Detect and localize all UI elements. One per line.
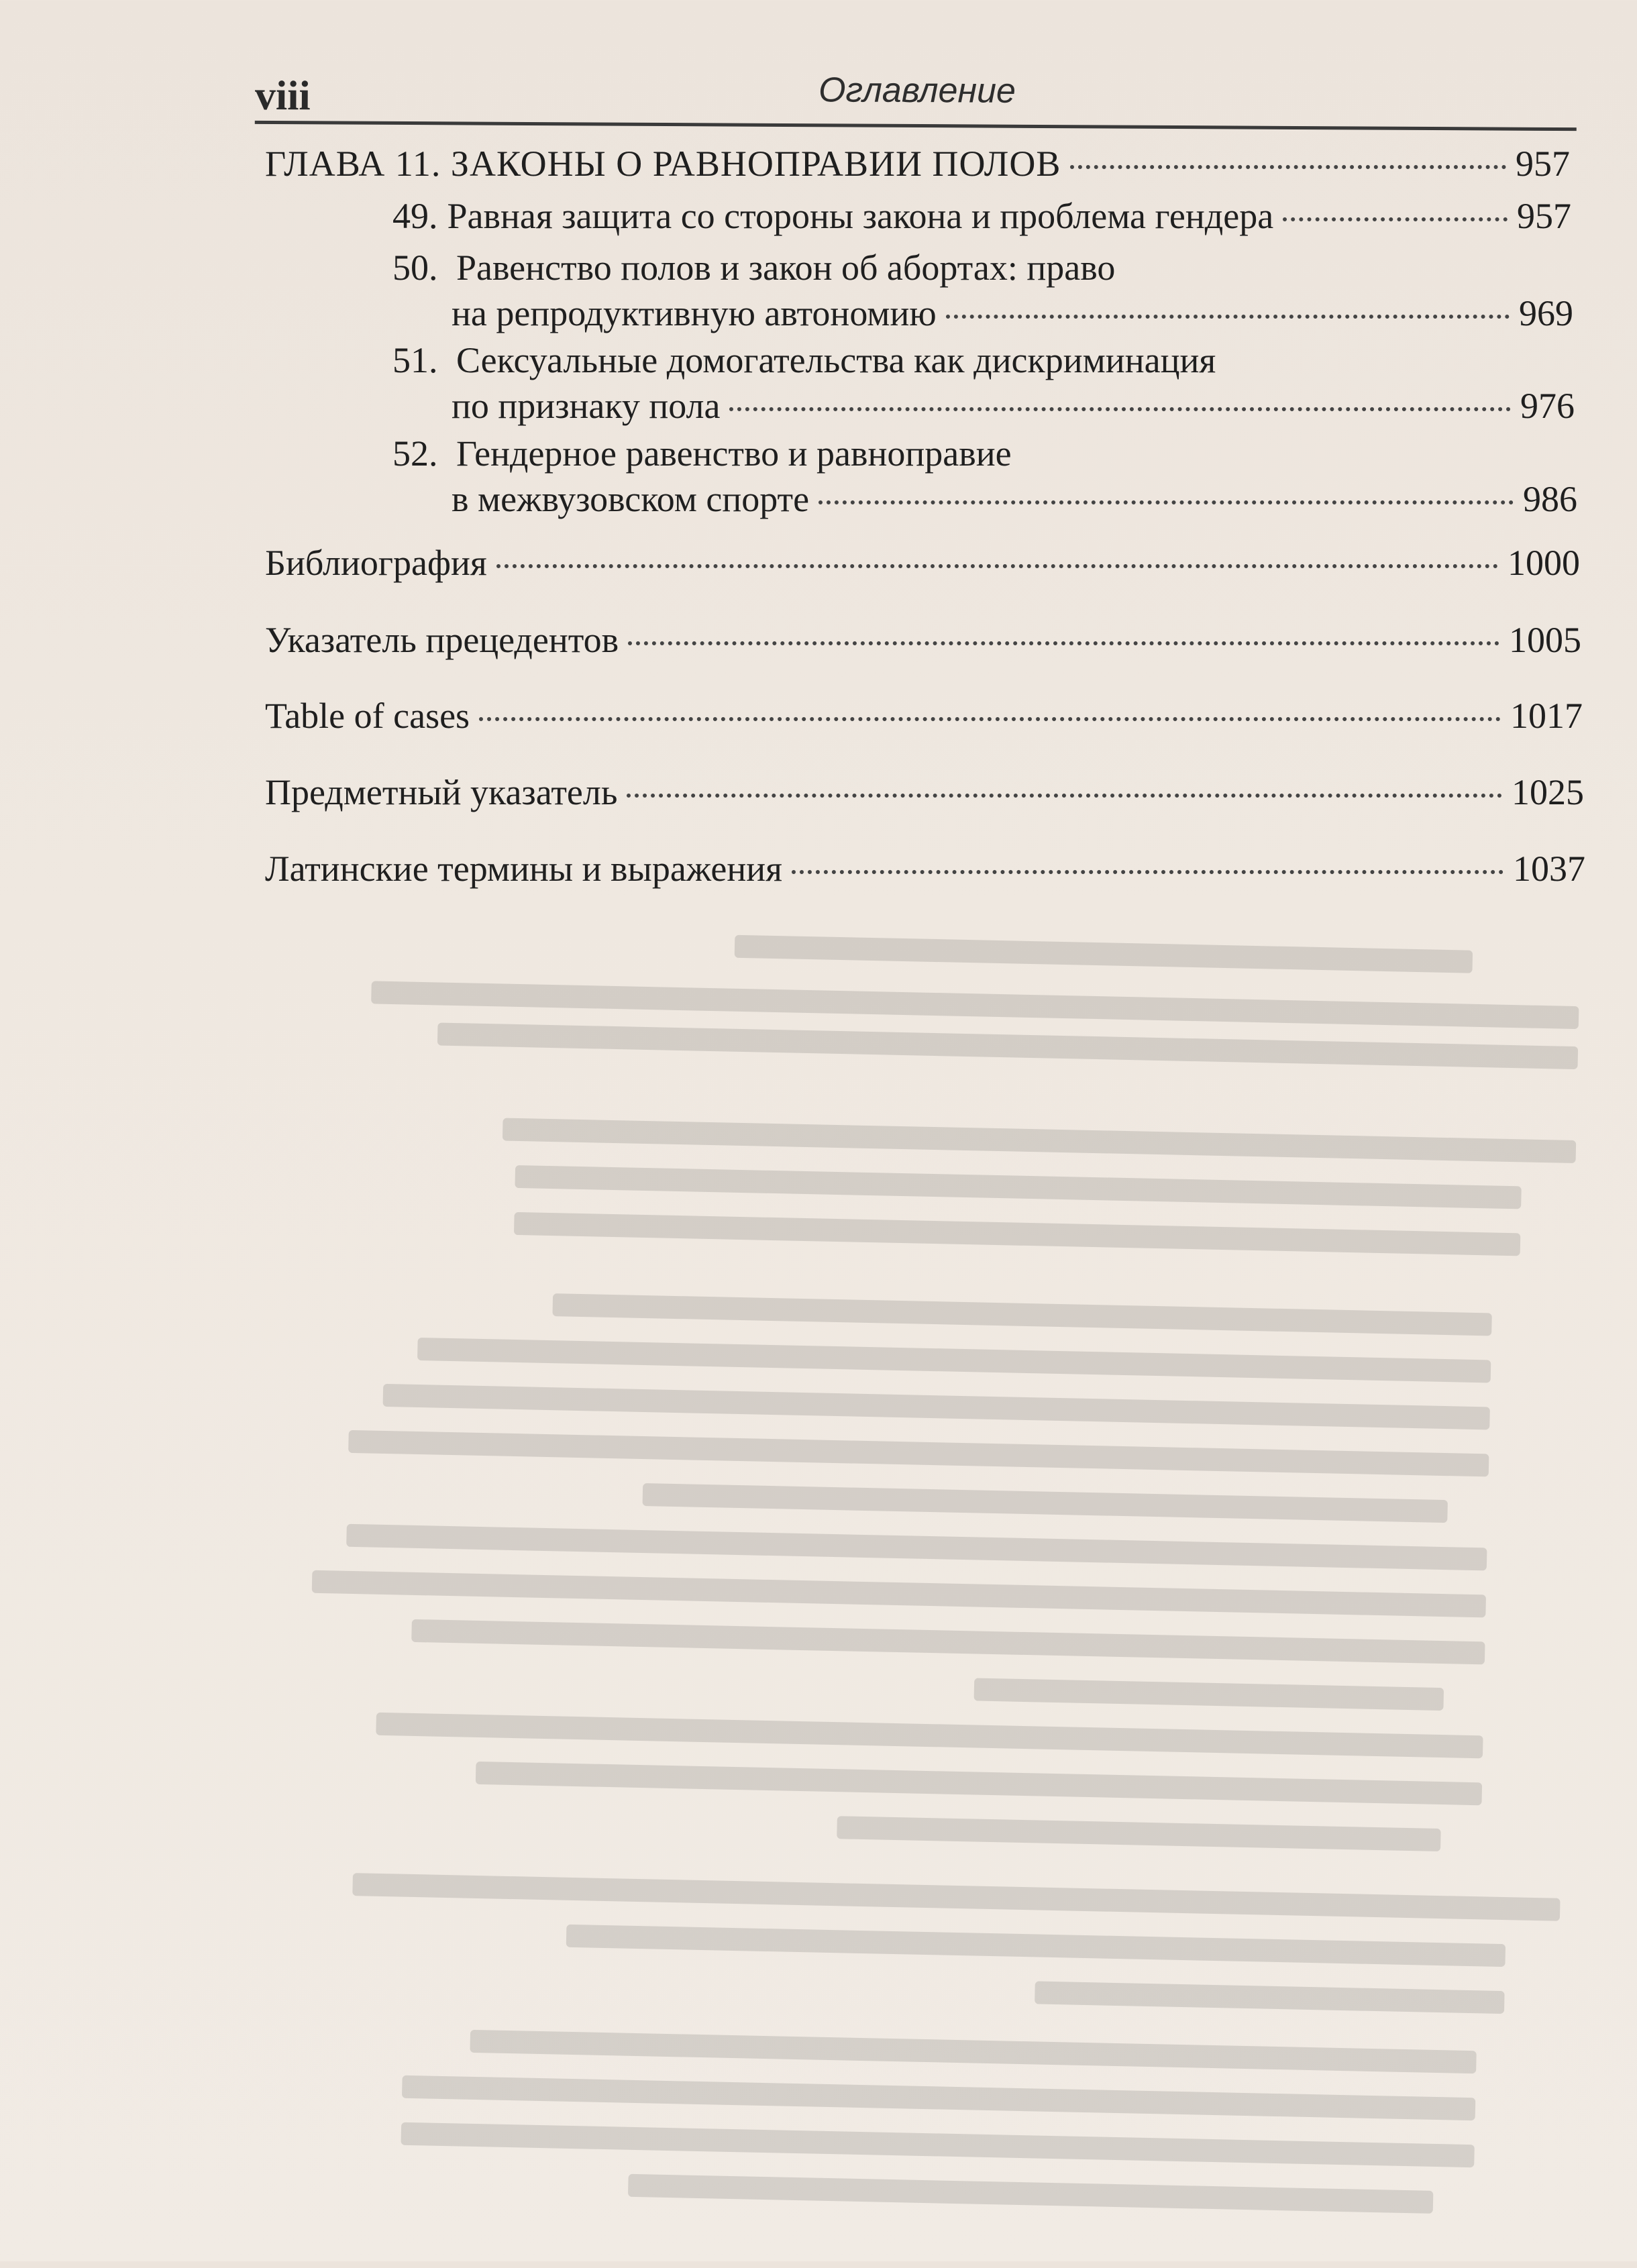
leader-dots xyxy=(628,641,1499,645)
leader-dots xyxy=(1283,217,1508,221)
toc-section-number: 51. xyxy=(392,340,438,380)
toc-page-number: 1005 xyxy=(1509,620,1581,660)
leader-dots xyxy=(479,717,1501,721)
leader-dots xyxy=(1070,165,1506,169)
toc-bibliography xyxy=(265,540,1580,586)
toc-section-number: 52. xyxy=(392,433,438,474)
toc-section-number: 50. xyxy=(392,248,438,288)
toc-page-number: 969 xyxy=(1519,293,1573,333)
show-through-texture xyxy=(251,912,1607,2267)
toc-section-number: 49. xyxy=(392,196,438,236)
toc-back-matter-label: Указатель прецедентов xyxy=(265,620,619,660)
toc-page-number: 986 xyxy=(1523,479,1577,519)
page-header xyxy=(255,67,1577,131)
bleed-through-lines xyxy=(251,912,1607,2267)
leader-dots xyxy=(792,870,1503,874)
toc-back-matter-label: Латинские термины и выражения xyxy=(265,849,783,889)
toc-section-title: Сексуальные домогательства как дискриминация xyxy=(456,340,1216,380)
leader-dots xyxy=(818,500,1514,504)
toc-section-51 xyxy=(452,383,1575,429)
toc-section-title: Равенство полов и закон об абортах: право xyxy=(456,248,1116,288)
toc-section-51-line1 xyxy=(392,337,1216,383)
leader-dots xyxy=(946,315,1510,319)
toc-back-matter-label: Предметный указатель xyxy=(265,772,618,812)
toc-section-title-continued: по признаку пола xyxy=(452,386,721,426)
toc-section-50 xyxy=(452,290,1573,336)
toc-chapter-label: ГЛАВА 11. ЗАКОНЫ О РАВНОПРАВИИ ПОЛОВ xyxy=(265,144,1061,184)
toc-back-matter-label: Библиография xyxy=(265,543,487,583)
leader-dots xyxy=(627,794,1502,798)
toc-section-title-continued: на репродуктивную автономию xyxy=(452,293,937,333)
toc-section-52-line1 xyxy=(392,431,1012,476)
toc-precedent-index xyxy=(265,617,1581,663)
toc-section-52 xyxy=(452,476,1577,522)
toc-section-50-line1 xyxy=(392,245,1115,290)
running-title: Оглавление xyxy=(818,70,1016,111)
toc-page-number: 976 xyxy=(1520,386,1575,426)
toc-section-title: Равная защита со стороны закона и проблема гендера xyxy=(447,196,1274,236)
toc-page-number: 1017 xyxy=(1510,696,1583,736)
toc-section-49 xyxy=(392,193,1571,239)
toc-subject-index xyxy=(265,769,1584,815)
toc-table-of-cases xyxy=(265,693,1583,739)
page-folio: viii xyxy=(254,72,311,119)
leader-dots xyxy=(729,407,1511,411)
toc-back-matter-label: Table of cases xyxy=(265,696,470,736)
toc-latin-terms xyxy=(265,846,1585,892)
toc-page-number: 1037 xyxy=(1513,849,1585,889)
toc-chapter-11 xyxy=(265,141,1570,186)
toc-section-title: Гендерное равенство и равноправие xyxy=(456,433,1012,474)
toc-section-title-continued: в межвузовском спорте xyxy=(452,479,810,519)
toc-page-number: 1025 xyxy=(1512,772,1584,812)
leader-dots xyxy=(496,564,1498,568)
toc-page-number: 957 xyxy=(1516,144,1570,184)
toc-page-number: 957 xyxy=(1517,196,1571,236)
toc-page-number: 1000 xyxy=(1508,543,1580,583)
